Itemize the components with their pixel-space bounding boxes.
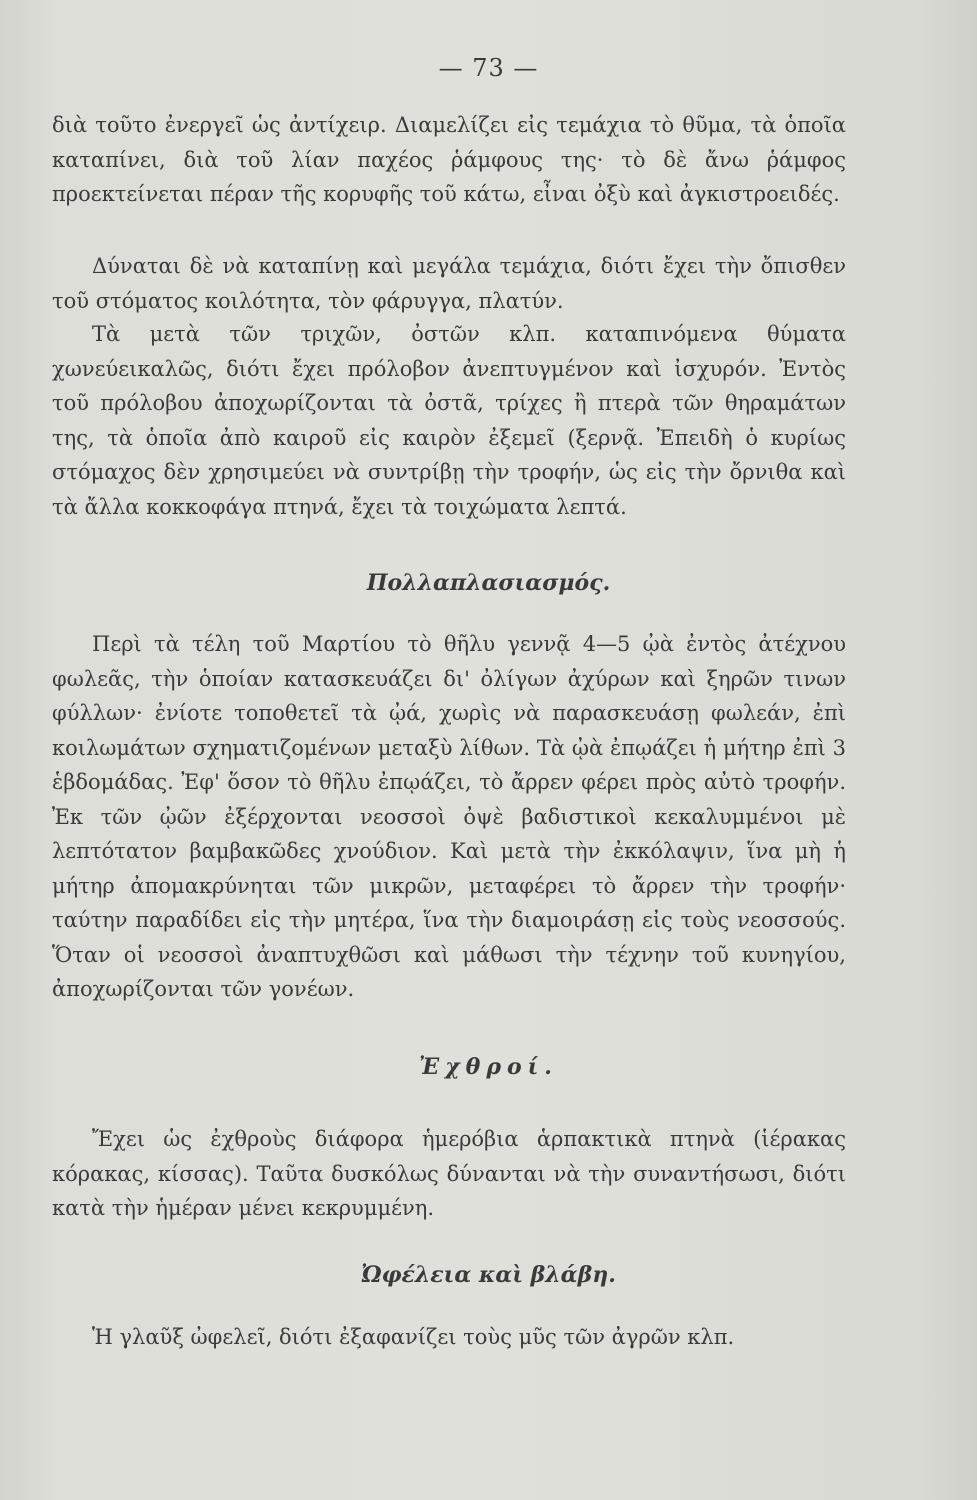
section-heading-enemies: Ἐχθροί.: [419, 1054, 558, 1080]
paragraph-benefit: Ἡ γλαῦξ ὠφελεῖ, διότι ἐξαφανίζει τοὺς μῦς τῶν ἀγρῶν κλπ.: [92, 1325, 735, 1349]
paragraph-enemies: Ἔχει ὡς ἐχθροὺς διάφορα ἡμερόβια ἁρπακτικὰ πτηνὰ (ἱέρακας κόρακας, κίσσας). Ταῦτα δυσκόλως δύνανται νὰ τὴν συναντήσωσι, διότι κατὰ τὴν ἡμέραν μένει κεκρυμμένη.: [52, 1127, 846, 1220]
paragraph-reproduction: Περὶ τὰ τέλη τοῦ Μαρτίου τὸ θῆλυ γεννᾷ 4—5 ᾠὰ ἐντὸς ἀτέχνου φωλεᾶς, τὴν ὁποίαν κατασκευάζει δι' ὀλίγων ἀχύρων καὶ ξηρῶν τινων φύλλων· ἐνίοτε τοποθετεῖ τὰ ᾠά, χωρὶς νὰ παρασκευάσῃ φωλεάν, ἐπὶ κοιλωμάτων σχηματιζομένων μεταξὺ λίθων. Τὰ ᾠὰ ἐπῳάζει ἡ μήτηρ ἐπὶ 3 ἑβδομάδας. Ἐφ' ὅσον τὸ θῆλυ ἐπῳάζει, τὸ ἄρρεν φέρει πρὸς αὐτὸ τροφήν. Ἐκ τῶν ᾠῶν ἐξέρχονται νεοσσοὶ ὀψὲ βαδιστικοὶ κεκαλυμμένοι μὲ λεπτότατον βαμβακῶδες χνούδιον. Καὶ μετὰ τὴν ἐκκόλαψιν, ἵνα μὴ ἡ μήτηρ ἀπομακρύνηται τῶν μικρῶν, μεταφέρει τὸ ἄρρεν τὴν τροφήν· ταύτην παραδίδει εἰς τὴν μητέρα, ἵνα τὴν διαμοιράσῃ εἰς τοὺς νεοσσούς. Ὅταν οἱ νεοσσοὶ ἀναπτυχθῶσι καὶ μάθωσι τὴν τέχνην τοῦ κυνηγίου, ἀποχωρίζονται τῶν γονέων.: [52, 632, 846, 1001]
page-number: — 73 —: [438, 54, 539, 82]
paragraph-swallowing: Δύναται δὲ νὰ καταπίνῃ καὶ μεγάλα τεμάχια, διότι ἔχει τὴν ὄπισθεν τοῦ στόματος κοιλότητα, τὸν φάρυγγα, πλατύν.: [52, 254, 846, 313]
paragraph-digestion: Τὰ μετὰ τῶν τριχῶν, ὀστῶν κλπ. καταπινόμενα θύματα χωνεύεικαλῶς, διότι ἔχει πρόλοβον ἀνεπτυγμένον καὶ ἰσχυρόν. Ἐντὸς τοῦ πρόλοβου ἀποχωρίζονται τὰ ὀστᾶ, τρίχες ἢ πτερὰ τῶν θηραμάτων της, τὰ ὁποῖα ἀπὸ καιροῦ εἰς καιρὸν ἐξεμεῖ (ξερνᾷ. Ἐπειδὴ ὁ κυρίως στόμαχος δὲν χρησιμεύει νὰ συντρίβῃ τὴν τροφήν, ὡς εἰς τὴν ὄρνιθα καὶ τὰ ἄλλα κοκκοφάγα πτηνά, ἔχει τὰ τοιχώματα λεπτά.: [52, 322, 846, 519]
paragraph-anatomy: διὰ τοῦτο ἐνεργεῖ ὡς ἀντίχειρ. Διαμελίζει εἰς τεμάχια τὸ θῦμα, τὰ ὁποῖα καταπίνει, διὰ τοῦ λίαν παχέος ῥάμφους της· τὸ δὲ ἄνω ῥάμφος προεκτείνεται πέραν τῆς κορυφῆς τοῦ κάτω, εἶναι ὀξὺ καὶ ἀγκιστροειδές.: [52, 113, 846, 206]
section-heading-benefit-harm: Ὠφέλεια καὶ βλάβη.: [361, 1262, 616, 1288]
section-heading-reproduction: Πολλαπλασιασμός.: [366, 570, 611, 596]
